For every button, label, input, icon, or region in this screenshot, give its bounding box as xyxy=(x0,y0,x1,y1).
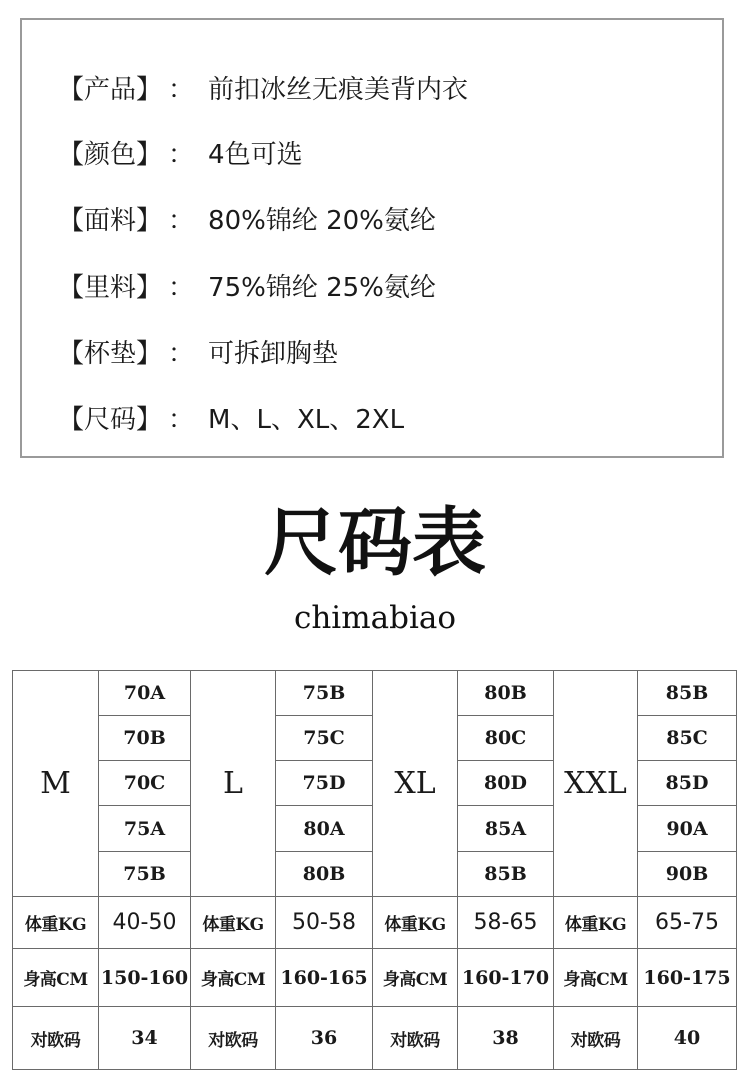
size-table xyxy=(12,670,737,1070)
info-value: 可拆卸胸垫 xyxy=(208,339,339,369)
eu-value-cell: 36 xyxy=(276,1007,373,1070)
info-sep: ： xyxy=(168,140,195,170)
table-row-eu xyxy=(13,1007,737,1070)
size-name-cell: M xyxy=(13,671,99,897)
cup-cell: 75B xyxy=(276,671,373,716)
eu-value-cell: 34 xyxy=(99,1007,191,1070)
size-chart-title: 尺码表 xyxy=(264,500,486,586)
weight-value-cell: 65-75 xyxy=(638,897,737,949)
info-sep: ： xyxy=(168,206,195,236)
height-label-cell: 身高CM xyxy=(554,949,638,1007)
info-sep: ： xyxy=(168,273,195,303)
info-row-pad xyxy=(58,338,338,370)
info-label: 【颜色】 xyxy=(58,140,163,170)
cup-cell: 75A xyxy=(99,806,191,852)
table-row-weight xyxy=(13,897,737,949)
info-sep: ： xyxy=(168,339,195,369)
height-value-cell: 150-160 xyxy=(99,949,191,1007)
weight-label-cell: 体重KG xyxy=(191,897,276,949)
cup-cell: 85A xyxy=(458,806,554,852)
weight-label-cell: 体重KG xyxy=(13,897,99,949)
height-value-cell: 160-175 xyxy=(638,949,737,1007)
cup-cell: 90B xyxy=(638,852,737,897)
cup-cell: 75D xyxy=(276,761,373,806)
cup-cell: 80B xyxy=(276,852,373,897)
eu-value-cell: 38 xyxy=(458,1007,554,1070)
cup-cell: 85D xyxy=(638,761,737,806)
cup-cell: 70A xyxy=(99,671,191,716)
info-value: 80%锦纶 20%氨纶 xyxy=(208,206,436,236)
info-value: M、L、XL、2XL xyxy=(208,405,405,435)
size-name-cell: XL xyxy=(373,671,458,897)
height-label-cell: 身高CM xyxy=(13,949,99,1007)
info-value: 75%锦纶 25%氨纶 xyxy=(208,273,436,303)
cup-cell: 75B xyxy=(99,852,191,897)
eu-label-cell: 对欧码 xyxy=(554,1007,638,1070)
cup-cell: 80C xyxy=(458,716,554,761)
size-name-cell: XXL xyxy=(554,671,638,897)
eu-value-cell: 40 xyxy=(638,1007,737,1070)
cup-cell: 70B xyxy=(99,716,191,761)
product-info-box xyxy=(20,18,724,458)
eu-label-cell: 对欧码 xyxy=(13,1007,99,1070)
info-value: 4色可选 xyxy=(208,140,303,170)
info-value: 前扣冰丝无痕美背内衣 xyxy=(208,75,469,105)
cup-cell: 80A xyxy=(276,806,373,852)
table-row-height xyxy=(13,949,737,1007)
weight-label-cell: 体重KG xyxy=(373,897,458,949)
cup-cell: 85B xyxy=(638,671,737,716)
eu-label-cell: 对欧码 xyxy=(373,1007,458,1070)
info-label: 【尺码】 xyxy=(58,405,163,435)
info-label: 【杯垫】 xyxy=(58,339,163,369)
cup-cell: 80B xyxy=(458,671,554,716)
info-sep: ： xyxy=(168,75,195,105)
height-label-cell: 身高CM xyxy=(191,949,276,1007)
cup-cell: 70C xyxy=(99,761,191,806)
cup-cell: 85C xyxy=(638,716,737,761)
info-sep: ： xyxy=(168,405,195,435)
eu-label-cell: 对欧码 xyxy=(191,1007,276,1070)
height-value-cell: 160-165 xyxy=(276,949,373,1007)
info-row-product xyxy=(58,74,468,106)
size-chart-subtitle: chimabiao xyxy=(293,600,457,636)
info-row-fabric xyxy=(58,205,436,237)
info-row-color xyxy=(58,139,303,171)
size-name-cell: L xyxy=(191,671,276,897)
info-row-lining xyxy=(58,272,436,304)
cup-cell: 75C xyxy=(276,716,373,761)
weight-label-cell: 体重KG xyxy=(554,897,638,949)
weight-value-cell: 40-50 xyxy=(99,897,191,949)
weight-value-cell: 50-58 xyxy=(276,897,373,949)
cup-cell: 85B xyxy=(458,852,554,897)
info-label: 【面料】 xyxy=(58,206,163,236)
weight-value-cell: 58-65 xyxy=(458,897,554,949)
height-value-cell: 160-170 xyxy=(458,949,554,1007)
info-label: 【里料】 xyxy=(58,273,163,303)
info-row-sizes xyxy=(58,404,404,436)
cup-cell: 90A xyxy=(638,806,737,852)
info-label: 【产品】 xyxy=(58,75,163,105)
height-label-cell: 身高CM xyxy=(373,949,458,1007)
cup-cell: 80D xyxy=(458,761,554,806)
table-row xyxy=(13,671,737,716)
